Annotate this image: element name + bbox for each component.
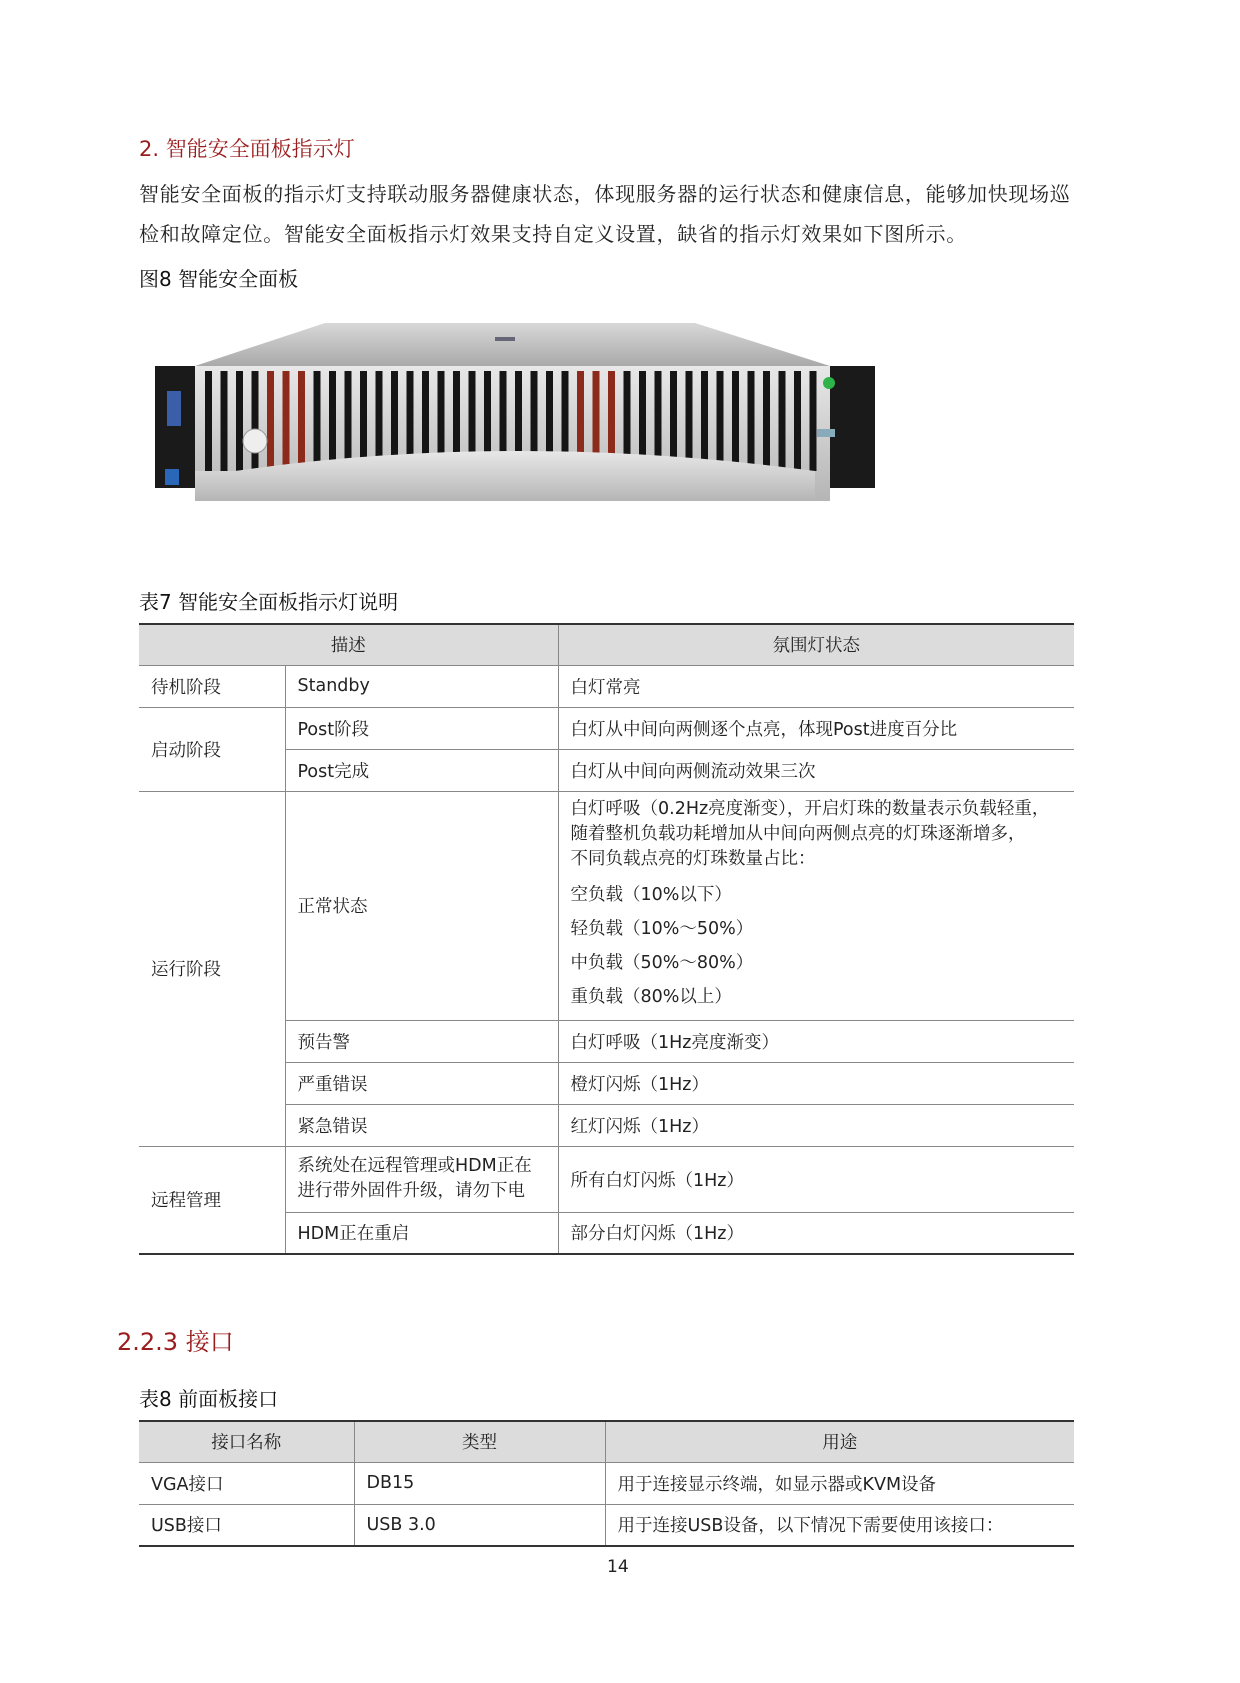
state-line: 不同负载点亮的灯珠数量占比： — [570, 849, 816, 869]
col-header: 类型 — [354, 1421, 605, 1462]
drive-bay-slot — [283, 371, 290, 471]
state-cell: 白灯从中间向两侧流动效果三次 — [558, 749, 1074, 791]
table-row — [139, 1146, 1074, 1212]
drive-bay-slot — [221, 371, 228, 471]
paragraph-line: 智能安全面板的指示灯支持联动服务器健康状态，体现服务器的运行状态和健康信息，能够加快现场巡 — [139, 182, 1071, 206]
drive-bay-slot — [794, 371, 801, 471]
drive-bay-slot — [701, 371, 708, 471]
load-level: 中负载（50%～80%） — [570, 953, 754, 973]
stage-cell: 运行阶段 — [139, 791, 285, 1146]
load-level: 重负载（80%以上） — [570, 987, 732, 1007]
state-line: 白灯呼吸（0.2Hz亮度渐变），开启灯珠的数量表示负载轻重， — [570, 799, 1050, 819]
col-header: 描述 — [139, 624, 558, 665]
table-row — [139, 1504, 1074, 1546]
load-level: 轻负载（10%～50%） — [570, 919, 754, 939]
drive-bay-slot — [329, 371, 336, 471]
state-cell: 橙灯闪烁（1Hz） — [558, 1062, 1074, 1104]
state-cell: 白灯常亮 — [558, 665, 1074, 707]
col-header: 氛围灯状态 — [558, 624, 1074, 665]
table-caption: 表8 前面板接口 — [139, 1387, 279, 1411]
stage-cell: 启动阶段 — [139, 707, 285, 791]
stage-cell: 待机阶段 — [139, 665, 285, 707]
desc-cell: 紧急错误 — [285, 1104, 558, 1146]
state-cell: 红灯闪烁（1Hz） — [558, 1104, 1074, 1146]
state-cell: 白灯从中间向两侧逐个点亮，体现Post进度百分比 — [558, 707, 1074, 749]
drive-bay-slot — [670, 371, 677, 471]
desc-cell: HDM正在重启 — [285, 1212, 558, 1254]
state-cell — [558, 791, 1074, 1020]
drive-bay-slot — [345, 371, 352, 471]
load-level: 空负载（10%以下） — [570, 885, 732, 905]
drive-bay-slot — [205, 371, 212, 471]
drive-bay-slot — [252, 371, 259, 471]
desc-cell — [285, 1146, 558, 1212]
usage-cell: 用于连接显示终端，如显示器或KVM设备 — [605, 1462, 1074, 1504]
state-cell: 部分白灯闪烁（1Hz） — [558, 1212, 1074, 1254]
col-header: 用途 — [605, 1421, 1074, 1462]
figure-caption: 图8 智能安全面板 — [139, 267, 299, 291]
drive-bay-slot — [810, 371, 817, 471]
drive-bay-slot — [314, 371, 321, 471]
drive-bay-slot — [236, 371, 243, 471]
desc-cell: Standby — [285, 665, 558, 707]
name-cell: USB接口 — [139, 1504, 354, 1546]
drive-bay-slot — [360, 371, 367, 471]
desc-line: 进行带外固件升级，请勿下电 — [297, 1181, 525, 1201]
type-cell: DB15 — [354, 1462, 605, 1504]
table-row — [139, 665, 1074, 707]
name-cell: VGA接口 — [139, 1462, 354, 1504]
desc-cell: Post完成 — [285, 749, 558, 791]
col-header: 接口名称 — [139, 1421, 354, 1462]
drive-bay-slot — [732, 371, 739, 471]
indicator-table — [139, 623, 1074, 1255]
desc-cell: Post阶段 — [285, 707, 558, 749]
desc-line: 系统处在远程管理或HDM正在 — [297, 1156, 532, 1176]
drive-bay-slot — [779, 371, 786, 471]
table-caption: 表7 智能安全面板指示灯说明 — [139, 590, 399, 614]
drive-bay-slot — [686, 371, 693, 471]
paragraph-line: 检和故障定位。智能安全面板指示灯效果支持自定义设置，缺省的指示灯效果如下图所示。 — [139, 222, 967, 246]
state-line: 随着整机负载功耗增加从中间向两侧点亮的灯珠逐渐增多， — [570, 824, 1026, 844]
page-number: 14 — [607, 1557, 629, 1577]
desc-cell: 严重错误 — [285, 1062, 558, 1104]
drive-bay-slot — [267, 371, 274, 471]
state-cell: 白灯呼吸（1Hz亮度渐变） — [558, 1020, 1074, 1062]
front-panel-interface-table — [139, 1420, 1074, 1547]
table-row — [139, 1462, 1074, 1504]
drive-bay-slot — [748, 371, 755, 471]
state-cell: 所有白灯闪烁（1Hz） — [558, 1146, 1074, 1212]
server-front-panel-image — [155, 321, 885, 503]
type-cell: USB 3.0 — [354, 1504, 605, 1546]
desc-cell: 预告警 — [285, 1020, 558, 1062]
drive-bay-slot — [763, 371, 770, 471]
section-heading: 2. 智能安全面板指示灯 — [139, 137, 355, 161]
table-row — [139, 791, 1074, 1020]
drive-bay-slot — [717, 371, 724, 471]
table-row — [139, 707, 1074, 749]
usage-cell: 用于连接USB设备，以下情况下需要使用该接口： — [605, 1504, 1074, 1546]
subsection-heading: 2.2.3 接口 — [117, 1328, 234, 1356]
stage-cell: 远程管理 — [139, 1146, 285, 1254]
drive-bay-slot — [298, 371, 305, 471]
desc-cell: 正常状态 — [285, 791, 558, 1020]
